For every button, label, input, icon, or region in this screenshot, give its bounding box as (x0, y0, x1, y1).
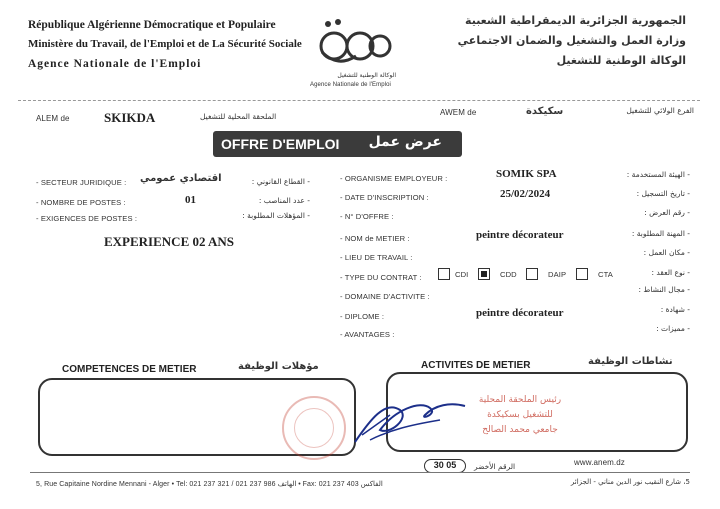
diplome-label: - DIPLOME : (340, 312, 385, 321)
contrat-ar-label: - نوع العقد : (651, 268, 690, 277)
exigences-ar-label: - المؤهلات المطلوبة : (242, 211, 310, 220)
awem-label: AWEM de (440, 108, 477, 117)
offre-ar-label: - رقم العرض : (644, 208, 690, 217)
metier-label: - NOM de METIER : (340, 234, 410, 243)
footer-divider (30, 472, 690, 473)
stamp-line1: رئيس الملحقة المحلية (478, 395, 562, 405)
anem-logo-icon (308, 16, 400, 72)
awem-ar-label: الفرع الولائي للتشغيل (626, 106, 694, 115)
contrat-cdi-checkbox[interactable] (438, 268, 450, 280)
contrat-cta-checkbox[interactable] (576, 268, 588, 280)
header-divider (18, 100, 700, 101)
green-number-badge: 30 05 (424, 459, 466, 473)
secteur-value: اقتصادي عمومي (140, 173, 222, 184)
organisme-value: SOMIK SPA (496, 168, 557, 180)
anem-logo (308, 16, 400, 90)
contrat-cdd-label: CDD (500, 270, 517, 279)
organisme-label: - ORGANISME EMPLOYEUR : (340, 174, 448, 183)
postes-ar-label: - عدد المناصب : (258, 196, 310, 205)
green-number-ar: الرقم الأخضر (474, 462, 516, 471)
contrat-daip-label: DAIP (548, 270, 567, 279)
activites-title: ACTIVITES DE METIER (421, 360, 531, 371)
contrat-label: - TYPE DU CONTRAT : (340, 273, 422, 282)
website[interactable]: www.anem.dz (574, 458, 625, 467)
awem-value: سكيكدة (526, 106, 564, 117)
header-ar-line1: الجمهورية الجزائرية الديمقراطية الشعبية (465, 14, 686, 27)
stamp-line2: للتشغيل بسكيكدة (487, 410, 553, 420)
exigences-value: EXPERIENCE 02 ANS (104, 234, 235, 249)
footer-address-ar: 5، شارع النقيب نور الدين مناني - الجزائر (570, 478, 690, 486)
title-bar (213, 131, 462, 157)
metier-ar-label: - المهنة المطلوبة : (631, 229, 690, 238)
alem-value: SKIKDA (104, 110, 156, 125)
lieu-label: - LIEU DE TRAVAIL : (340, 253, 413, 262)
competences-title: COMPETENCES DE METIER (62, 364, 197, 375)
contrat-cta-label: CTA (598, 270, 613, 279)
contrat-cdd-checkbox[interactable] (478, 268, 490, 280)
organisme-ar-label: - الهيئة المستخدمة : (626, 170, 690, 179)
footer-address: 5, Rue Capitaine Nordine Mennani - Alger • Tel: 021 237 321 / 021 237 986 الهاتف • Fax: 021 237 403 الفاكس (36, 481, 383, 488)
domaine-label: - DOMAINE D'ACTIVITE : (340, 292, 430, 301)
avantages-ar-label: - مميزات : (656, 324, 690, 333)
metier-value: peintre décorateur (476, 229, 564, 241)
alem-label: ALEM de (36, 114, 70, 123)
header-fr-line3: Agence Nationale de l'Emploi (28, 58, 202, 70)
logo-caption-ar: الوكالة الوطنية للتشغيل (337, 72, 396, 79)
title-ar: عرض عمل (368, 134, 442, 150)
date-value: 25/02/2024 (500, 188, 551, 200)
header-ar-line3: الوكالة الوطنية للتشغيل (556, 54, 686, 67)
competences-ar-title: مؤهلات الوظيفة (238, 361, 319, 372)
postes-label: - NOMBRE DE POSTES : (36, 198, 126, 207)
alem-ar-label: الملحقة المحلية للتشغيل (200, 112, 277, 121)
postes-value: 01 (185, 194, 196, 206)
round-stamp-inner (294, 408, 334, 448)
header-fr-line2: Ministère du Travail, de l'Emploi et de La Sécurité Sociale (28, 38, 302, 50)
header-fr-line1: République Algérienne Démocratique et Populaire (28, 19, 276, 31)
contrat-cdi-label: CDI (455, 270, 469, 279)
date-ar-label: - تاريخ التسجيل : (636, 189, 690, 198)
secteur-ar-label: - القطاع القانوني : (251, 177, 310, 186)
domaine-ar-label: - مجال النشاط : (638, 285, 690, 294)
stamp-line3: جامعي محمد الصالح (482, 425, 558, 435)
contrat-daip-checkbox[interactable] (526, 268, 538, 280)
diplome-value: peintre décorateur (476, 307, 564, 319)
header-ar-line2: وزارة العمل والتشغيل والضمان الاجتماعي (457, 34, 686, 47)
offre-label: - N° D'OFFRE : (340, 212, 394, 221)
title-fr: OFFRE D'EMPLOI (221, 136, 340, 152)
secteur-label: - SECTEUR JURIDIQUE : (36, 178, 127, 187)
avantages-label: - AVANTAGES : (340, 330, 395, 339)
exigences-label: - EXIGENCES DE POSTES : (36, 214, 138, 223)
diplome-ar-label: - شهادة : (660, 305, 690, 314)
activites-ar-title: نشاطات الوظيفة (588, 356, 673, 367)
lieu-ar-label: - مكان العمل : (643, 248, 690, 257)
date-label: - DATE D'INSCRIPTION : (340, 193, 429, 202)
logo-caption-fr: Agence Nationale de l'Emploi (310, 82, 391, 88)
